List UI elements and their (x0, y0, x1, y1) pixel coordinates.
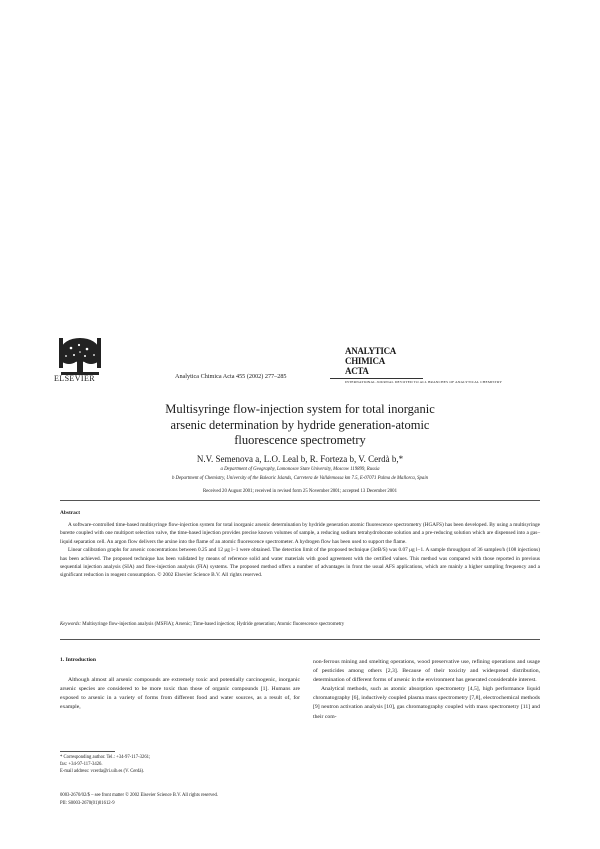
right-column (313, 658, 540, 722)
abstract-heading: Abstract (60, 510, 81, 516)
affiliation-a: a Department of Geography, Lomonosov State University, Moscow 119899, Russia (220, 467, 380, 472)
abstract-body (60, 521, 540, 580)
title-line: fluorescence spectrometry (234, 433, 366, 447)
pii-line: PII: S0003-2670(01)01612-9 (60, 801, 115, 806)
journal-brand-line: ACTA (345, 366, 369, 376)
abstract-bottom-rule (60, 639, 540, 640)
footnote-rule (60, 751, 115, 752)
footnote-email: E-mail address: vcerda@ri.uib.es (V. Cerdà). (60, 769, 145, 774)
body-paragraph: Analytical methods, such as atomic absorption spectrometry [4,5], high performance liquid chromatography [6], inductively coupled plasma mass spectrometry [7,8], electrochemical methods [9] neutron activation analysis [10], gas chromatography coupled with mass spectrometry [11] and their com- (313, 686, 540, 720)
abstract-paragraph: Linear calibration graphs for arsenic concentrations between 0.25 and 12 μg l−1 were obtained. The detection limit of the proposed technique (3σB/S) was 0.07 μg l−1. A sample throughput of 36 samples/h (108 injections) has been achieved. The proposed technique has been validated by means of reference solid and water materials with good agreement with the certified values. This method was compared with those reported in previous sequential injection analysis (SIA) and flow-injection analysis (FIA) systems. The proposed method offers a number of advantages in front the usual AFS applications, which are mainly a higher sampling frequency and a significant reduction in reagent consumption. © 2002 Elsevier Science B.V. All rights reserved. (60, 547, 540, 579)
footnote-fax: fax: +34-97-117-3426. (60, 762, 103, 767)
keywords-label: Keywords: (60, 622, 82, 627)
section-heading: 1. Introduction (60, 657, 96, 663)
affiliation-b: b Department of Chemistry, University of the Balearic Islands, Carretera de Valldemossa km 7.5, E-07071 Palma de Mallorca, Spain (171, 476, 429, 481)
title-line: arsenic determination by hydride generation-atomic (170, 417, 430, 432)
publisher-name: ELSEVIER (54, 374, 95, 383)
issn-line: 0003-2670/02/$ – see front matter © 2002 Elsevier Science B.V. All rights reserved. (60, 793, 218, 798)
keywords (60, 621, 540, 629)
journal-brand-line: ANALYTICA (345, 346, 396, 356)
abstract-top-rule (60, 500, 540, 501)
abstract-paragraph: A software-controlled time-based multisyringe flow-injection system for total inorganic arsenic determination by hydride generation atomic fluorescence spectrometry (HGAFS) has been developed. By using a multisyringe burette coupled with one multiport selection valve, the time-based injection provides precise known volumes of sample, a reducing sodium tetrahydroborate solution and a pre-reducing solution which are dispensed into a gas–liquid separation cell. An argon flow delivers the arsine into the flame of an atomic fluorescence spectrometer. A hydrogen flow has been used to support the flame. (60, 522, 540, 545)
journal-citation: Analytica Chimica Acta 455 (2002) 277–285 (175, 373, 287, 380)
author-list: N.V. Semenova a, L.O. Leal b, R. Forteza b, V. Cerdà b,* (196, 454, 404, 464)
journal-brand-line: CHIMICA (345, 356, 385, 366)
brand-divider (330, 378, 423, 379)
body-paragraph: non-ferrous mining and smelting operations, wood preservative use, refining operations and usage of pesticides among others [2,3]. Because of their toxicity and widespread distribution, determination of different forms of arsenic in the environment has generated considerable interest. (313, 659, 540, 684)
journal-brand (345, 346, 396, 376)
title-line: Multisyringe flow-injection system for total inorganic (165, 402, 435, 416)
left-column (60, 676, 300, 712)
article-title (100, 402, 500, 449)
body-paragraph: Although almost all arsenic compounds are extremely toxic and potentially carcinogenic, inorganic arsenic species are considered to be more toxic than those of organic compounds [1]. Humans are exposed to arsenic in a variety of forms from different food and water sources, as a result of, for example, (60, 677, 300, 711)
journal-tagline: INTERNATIONAL JOURNAL DEVOTED TO ALL BRANCHES OF ANALYTICAL CHEMISTRY (345, 380, 503, 384)
received-dates: Received 20 August 2001; received in revised form 25 November 2001; accepted 13 December 2001 (203, 489, 397, 494)
footnote-corresponding: * Corresponding author. Tel.: +34-97-117-3261; (60, 755, 151, 760)
keywords-text: Multisyringe flow-injection analysis (MSFIA); Arsenic; Time-based injection; Hydride generation; Atomic fluorescence spectrometry (82, 622, 345, 627)
